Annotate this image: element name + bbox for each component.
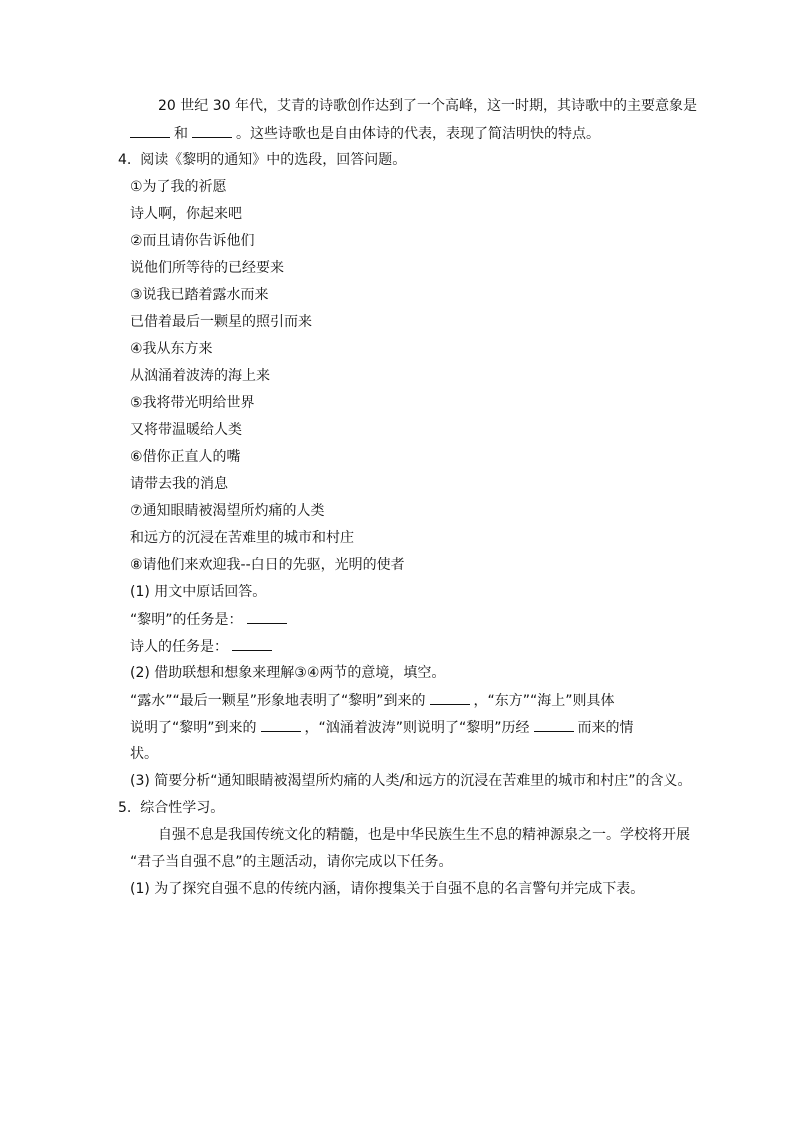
sub-question-2: (2) 借助联想和想象来理解③④两节的意境，填空。	[130, 665, 446, 681]
intro-line-2-text: 。这些诗歌也是自由体诗的代表，表现了简洁明快的特点。	[236, 126, 600, 142]
answer-blank[interactable]	[430, 690, 470, 705]
poem-line: ⑧请他们来欢迎我--白日的先驱，光明的使者	[130, 557, 405, 573]
question-5-paragraph-1: 自强不息是我国传统文化的精髓，也是中华民族生生不息的精神源泉之一。学校将开展	[158, 827, 690, 843]
sub-question-2-line-1	[130, 690, 615, 711]
prompt-text: 而来的情	[577, 720, 634, 736]
poem-line: 说他们所等待的已经要来	[130, 260, 284, 276]
question-number: 5.	[118, 800, 132, 816]
question-title: 综合性学习。	[140, 800, 225, 816]
prompt-text: 说明了“黎明”到来的	[130, 720, 257, 736]
sub-question-3: (3) 简要分析“通知眼睛被渴望所灼痛的人类/和远方的沉浸在苦难里的城市和村庄”的含义。	[130, 773, 692, 789]
sub-question-1: (1) 用文中原话回答。	[130, 584, 267, 600]
poem-line: 请带去我的消息	[130, 476, 228, 492]
poem-line: ②而且请你告诉他们	[130, 233, 255, 249]
question-number: 4.	[118, 152, 132, 168]
question-4-heading	[118, 150, 406, 170]
poem-line: ⑥借你正直人的嘴	[130, 449, 241, 465]
answer-blank[interactable]	[261, 717, 301, 732]
poem-line: 诗人啊，你起来吧	[130, 206, 242, 222]
sub-question-2-line-2	[130, 717, 634, 738]
sub-question-1-b	[130, 636, 276, 657]
intro-connector: 和	[174, 126, 188, 142]
sub-question-2-line-3: 状。	[130, 746, 158, 762]
question-5-paragraph-2: “君子当自强不息”的主题活动，请你完成以下任务。	[130, 854, 453, 870]
intro-line-1: 20 世纪 30 年代，艾青的诗歌创作达到了一个高峰，这一时期，其诗歌中的主要意象是	[158, 98, 697, 114]
answer-blank[interactable]	[130, 123, 170, 138]
poem-line: 和远方的沉浸在苦难里的城市和村庄	[130, 530, 354, 546]
prompt-text: ，“汹涌着波涛”则说明了“黎明”历经	[304, 720, 530, 736]
answer-blank[interactable]	[247, 609, 287, 624]
question-5-heading	[118, 798, 224, 818]
answer-blank[interactable]	[232, 636, 272, 651]
prompt-text: “黎明”的任务是：	[130, 612, 243, 628]
poem-line: 又将带温暖给人类	[130, 422, 242, 438]
poem-line: ④我从东方来	[130, 341, 213, 357]
poem-line: ⑤我将带光明给世界	[130, 395, 255, 411]
question-title: 阅读《黎明的通知》中的选段，回答问题。	[140, 152, 407, 168]
prompt-text: “露水”“最后一颗星”形象地表明了“黎明”到来的	[130, 693, 426, 709]
prompt-text: ，“东方”“海上”则具体	[473, 693, 615, 709]
poem-line: 已借着最后一颗星的照引而来	[130, 314, 312, 330]
sub-question-1-a	[130, 609, 291, 630]
answer-blank[interactable]	[534, 717, 574, 732]
poem-line: 从汹涌着波涛的海上来	[130, 368, 270, 384]
poem-line: ⑦通知眼睛被渴望所灼痛的人类	[130, 503, 325, 519]
answer-blank[interactable]	[192, 123, 232, 138]
intro-line-2	[130, 123, 600, 144]
poem-line: ①为了我的祈愿	[130, 179, 227, 195]
question-5-sub-1: (1) 为了探究自强不息的传统内涵，请你搜集关于自强不息的名言警句并完成下表。	[130, 881, 645, 897]
prompt-text: 诗人的任务是：	[130, 639, 228, 655]
poem-line: ③说我已踏着露水而来	[130, 287, 269, 303]
